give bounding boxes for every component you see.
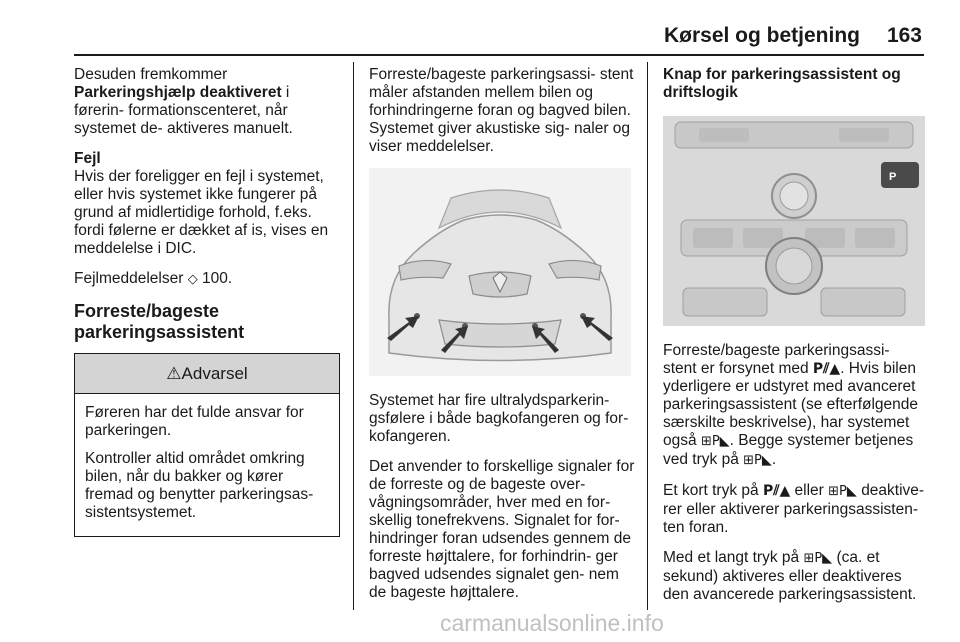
park-assist-button-label: P (889, 171, 897, 183)
column-1 (74, 66, 340, 537)
button-paragraph-2: Et kort tryk på P⫽▲ eller ⊞P◣ deaktive- rer eller aktiverer parkeringsassisten- ten foran. (663, 482, 925, 536)
advanced-park-assist-icon: ⊞P◣ (700, 434, 730, 449)
page-header (0, 0, 960, 62)
warning-text-2: Kontroller altid området omkring bilen, når du bakker og kører fremad og benytter parkeringsas- sistentsystemet. (85, 450, 314, 521)
deactivated-paragraph: Desuden fremkommer Parkeringshjælp deaktiveret i førerin- formationscenteret, når systemet de- aktiveres manuelt. (74, 66, 293, 137)
warning-body (75, 394, 339, 536)
page-number: 163 (886, 24, 922, 47)
warning-header (75, 354, 339, 394)
column-divider-1 (353, 62, 354, 610)
dashboard-button-illustration (663, 116, 925, 326)
chapter-title: Kørsel og betjening (663, 24, 860, 47)
header-rule (74, 54, 924, 56)
warning-title: Advarsel (181, 363, 248, 383)
fault-messages-ref: Fejlmeddelelser ◇ 100. (74, 270, 233, 287)
column-divider-2 (647, 62, 648, 610)
park-assist-icon: P⫽▲ (812, 361, 841, 377)
page-ref-icon: ◇ (187, 272, 198, 287)
park-assist-icon: P⫽▲ (762, 483, 791, 499)
advanced-park-assist-icon: ⊞P◣ (828, 484, 857, 499)
button-paragraph-1: Forreste/bageste parkeringsassi- stent er forsynet med P⫽▲. Hvis bilen yderligere er udstyret med avanceret parkeringsassistent (se efterfølgende særskilte beskrivelse), har systemet også ⊞P◣. Begge systemer betjenes ved tryk på ⊞P◣. (663, 342, 919, 468)
column-2 (369, 66, 635, 614)
fault-heading: Fejl (74, 150, 101, 167)
warning-box (74, 353, 340, 537)
fault-text: Hvis der foreligger en fejl i systemet, eller hvis systemet ikke fungerer på grund af midlertidige forhold, f.eks. fordi følerne er dækket af is, vises en meddelelse i DIC. (74, 168, 329, 257)
sensors-paragraph: Systemet har fire ultralydsparkerin- gsfølere i både bagkofangeren og for- kofangeren. (369, 392, 629, 445)
deactivated-message: Parkeringshjælp deaktiveret (74, 84, 282, 101)
park-assist-button (881, 162, 919, 188)
button-paragraph-3: Med et langt tryk på ⊞P◣ (ca. et sekund) aktiveres eller deaktiveres den avancerede parkeringsassistent. (663, 549, 917, 603)
signals-paragraph: Det anvender to forskellige signaler for de forreste og de bageste over- vågningsområder, hver med en for- skellig tonefrekvens. Signalet for for- hindringer foran udsendes gennem de forreste højttalere, for forhindrin- ger bagved udsendes signalet gen- nem de bageste højttalere. (369, 458, 635, 601)
car-sensor-illustration (369, 168, 631, 376)
intro-paragraph: Forreste/bageste parkeringsassi- stent måler afstanden mellem bilen og forhindringerne foran og bagved bilen. Systemet giver akustiske sig- naler og viser meddelelser. (369, 66, 634, 155)
watermark: carmanualsonline.info (440, 610, 664, 636)
button-heading: Knap for parkeringsassistent og driftslogik (663, 66, 901, 101)
warning-icon: ⚠ (166, 363, 182, 384)
advanced-park-assist-icon: ⊞P◣ (803, 551, 833, 566)
column-3 (663, 66, 927, 616)
warning-text-1: Føreren har det fulde ansvar for parkeringen. (85, 404, 304, 439)
page-ref-link[interactable]: 100. (202, 270, 233, 287)
section-title: Forreste/bageste parkeringsassistent (74, 301, 245, 342)
advanced-park-assist-icon: ⊞P◣ (743, 453, 772, 468)
